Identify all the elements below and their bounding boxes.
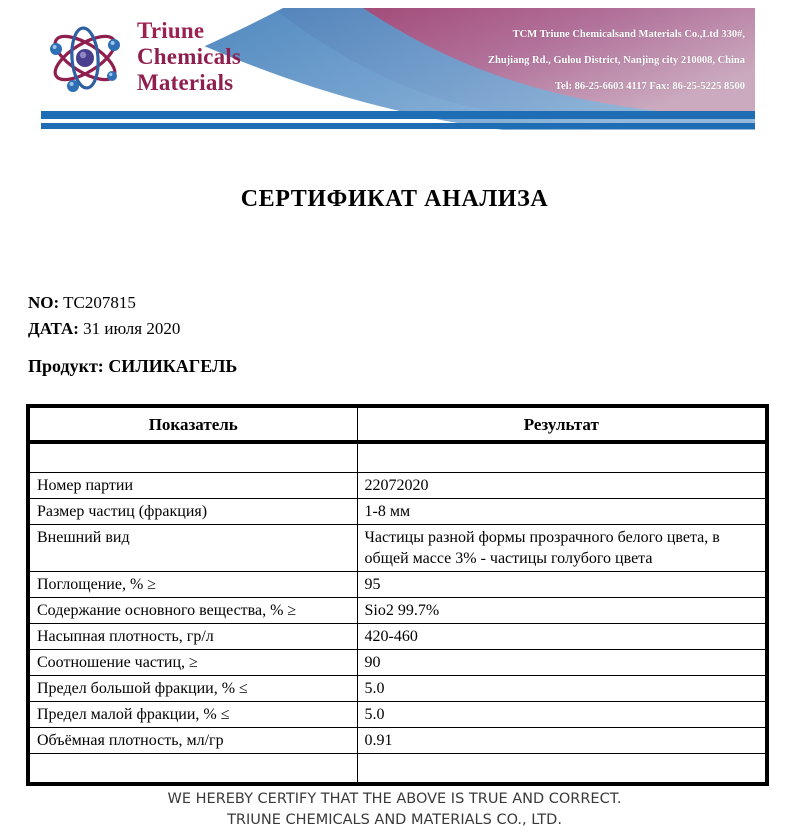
column-header-parameter: Показатель: [28, 406, 357, 442]
cell-parameter: [28, 754, 357, 785]
cell-parameter: Внешний вид: [28, 525, 357, 572]
banner-bar-top: [41, 111, 755, 119]
cell-result: [357, 754, 767, 785]
cell-parameter: Размер частиц (фракция): [28, 499, 357, 525]
date-value: 31 июля 2020: [83, 319, 181, 338]
company-address: [325, 22, 745, 100]
table-row: [28, 572, 767, 598]
meta-row-no: [28, 290, 180, 316]
column-header-result: Результат: [357, 406, 767, 442]
cell-result: 22072020: [357, 473, 767, 499]
cell-parameter: Соотношение частиц, ≥: [28, 650, 357, 676]
analysis-table: [26, 404, 769, 786]
table-body: [28, 442, 767, 784]
no-label: NO:: [28, 293, 60, 312]
meta-row-date: [28, 316, 180, 342]
table-row: [28, 624, 767, 650]
brand-wordmark: [137, 18, 241, 96]
cell-parameter: Предел малой фракции, % ≤: [28, 702, 357, 728]
cell-parameter: Объёмная плотность, мл/гр: [28, 728, 357, 754]
brand-line-2: Chemicals: [137, 44, 242, 69]
cell-result: 5.0: [357, 676, 767, 702]
table-row: [28, 473, 767, 499]
address-line-3: Tel: 86-25-6603 4117 Fax: 86-25-5225 8500: [554, 81, 745, 92]
table-row: [28, 499, 767, 525]
cell-parameter: Поглощение, % ≥: [28, 572, 357, 598]
table-row: [28, 598, 767, 624]
banner-bar-bottom: [41, 123, 755, 129]
address-line-1: TCM Triune Chemicalsand Materials Co.,Ltd 330#,: [512, 29, 745, 40]
cell-parameter: Предел большой фракции, % ≤: [28, 676, 357, 702]
page-title: СЕРТИФИКАТ АНАЛИЗА: [240, 186, 549, 212]
cell-result: 0.91: [357, 728, 767, 754]
cell-result: Sio2 99.7%: [357, 598, 767, 624]
no-value: TC207815: [63, 293, 136, 312]
table-row: [28, 525, 767, 572]
table-spacer-row: [28, 442, 767, 473]
cell-parameter: Номер партии: [28, 473, 357, 499]
brand-line-1: Triune: [137, 18, 205, 43]
cell-result: 95: [357, 572, 767, 598]
cell-parameter: Содержание основного вещества, % ≥: [28, 598, 357, 624]
cell-result: 420-460: [357, 624, 767, 650]
document-meta: [28, 290, 180, 342]
footer-line-1: WE HEREBY CERTIFY THAT THE ABOVE IS TRUE AND CORRECT.: [167, 791, 622, 807]
cell-result: 90: [357, 650, 767, 676]
product-value: СИЛИКАГЕЛЬ: [108, 356, 238, 376]
cell-result: 5.0: [357, 702, 767, 728]
brand-line-3: Materials: [137, 70, 234, 95]
cell-parameter: Насыпная плотность, гр/л: [28, 624, 357, 650]
table-row: [28, 676, 767, 702]
table-row: [28, 728, 767, 754]
table-row: [28, 650, 767, 676]
table-header-row: [28, 406, 767, 442]
page-header: [33, 8, 755, 138]
cell-result: Частицы разной формы прозрачного белого цвета, в общей массе 3% - частицы голубого цвета: [357, 525, 767, 572]
table-spacer-row: [28, 754, 767, 785]
certification-footer: [0, 789, 789, 831]
footer-line-2: TRIUNE CHEMICALS AND MATERIALS CO., LTD.: [227, 812, 562, 828]
cell-result: [357, 442, 767, 473]
atom-logo-icon: [38, 18, 133, 98]
table-row: [28, 702, 767, 728]
date-label: ДАТА:: [28, 319, 79, 338]
product-line: [28, 356, 237, 377]
address-line-2: Zhujiang Rd., Gulou District, Nanjing city 210008, China: [488, 55, 745, 66]
cell-result: 1-8 мм: [357, 499, 767, 525]
cell-parameter: [28, 442, 357, 473]
product-label: Продукт:: [28, 356, 104, 376]
